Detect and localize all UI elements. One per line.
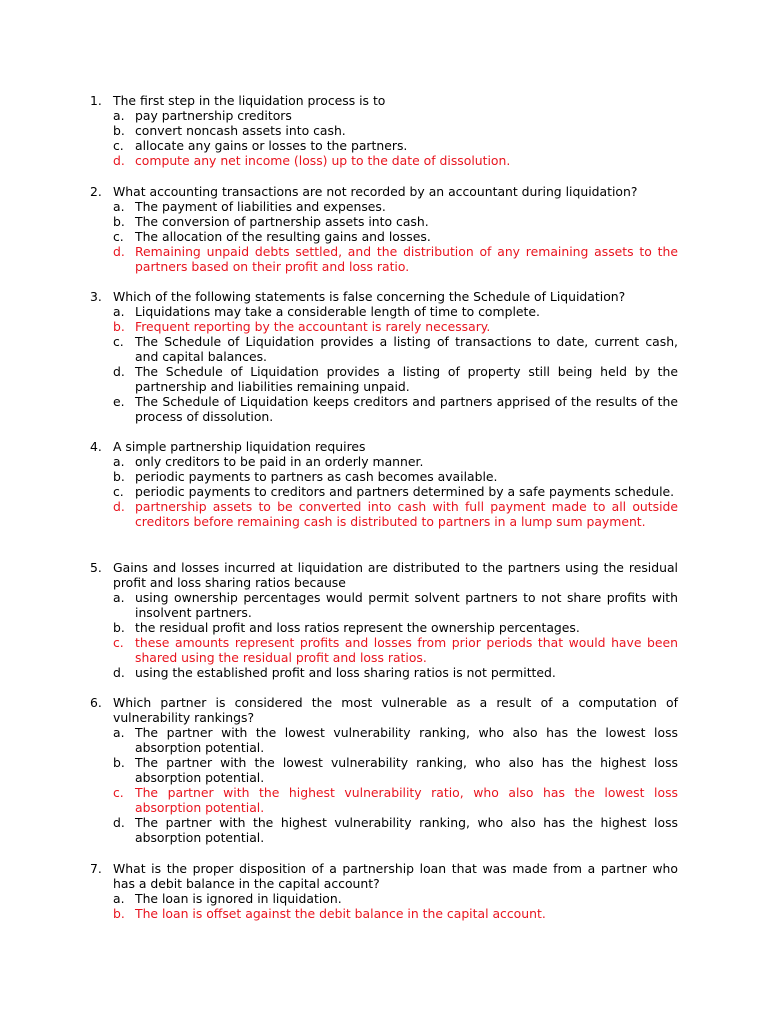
option-text: using ownership percentages would permit solvent partners to not share profits with insolvent partners.	[135, 590, 678, 620]
option-text: The partner with the highest vulnerability ranking, who also has the highest loss absorption potential.	[135, 815, 678, 845]
answer-option	[90, 590, 678, 620]
option-letter: c.	[113, 635, 124, 650]
option-text: periodic payments to creditors and partners determined by a safe payments schedule.	[135, 484, 675, 499]
option-text: The partner with the highest vulnerability ratio, who also has the lowest loss absorption potential.	[135, 785, 678, 815]
question-text: Which of the following statements is false concerning the Schedule of Liquidation?	[113, 289, 626, 304]
option-text: Frequent reporting by the accountant is rarely necessary.	[135, 319, 491, 334]
option-letter: a.	[113, 304, 125, 319]
option-text: pay partnership creditors	[135, 108, 292, 123]
answer-option	[90, 755, 678, 785]
answer-option-correct	[90, 635, 678, 665]
option-letter: a.	[113, 725, 125, 740]
option-letter: d.	[113, 815, 125, 830]
answer-option	[90, 214, 678, 229]
option-letter: b.	[113, 214, 125, 229]
answer-option-correct	[90, 319, 678, 334]
answer-option	[90, 484, 678, 499]
option-letter: d.	[113, 499, 125, 514]
answer-option	[90, 620, 678, 635]
option-text: Remaining unpaid debts settled, and the distribution of any remaining assets to the partners based on their profit and loss ratio.	[135, 244, 678, 274]
option-letter: b.	[113, 620, 125, 635]
question-number: 6.	[90, 695, 102, 710]
question-text: What is the proper disposition of a partnership loan that was made from a partner who has a debit balance in the capital account?	[113, 861, 678, 891]
question-6	[90, 695, 678, 845]
question-5	[90, 560, 678, 680]
option-text: partnership assets to be converted into cash with full payment made to all outside creditors before remaining cash is distributed to partners in a lump sum payment.	[135, 499, 678, 529]
question-7	[90, 861, 678, 921]
answer-option	[90, 123, 678, 138]
answer-option	[90, 394, 678, 424]
answer-option	[90, 454, 678, 469]
option-text: The payment of liabilities and expenses.	[135, 199, 386, 214]
answer-option-correct	[90, 906, 678, 921]
option-letter: b.	[113, 469, 125, 484]
option-text: The partner with the lowest vulnerability ranking, who also has the lowest loss absorption potential.	[135, 725, 678, 755]
option-text: using the established profit and loss sharing ratios is not permitted.	[135, 665, 556, 680]
question-number: 3.	[90, 289, 102, 304]
option-text: The Schedule of Liquidation provides a listing of property still being held by the partnership and liabilities remaining unpaid.	[135, 364, 678, 394]
answer-option	[90, 304, 678, 319]
option-letter: b.	[113, 319, 125, 334]
answer-option	[90, 199, 678, 214]
answer-option	[90, 469, 678, 484]
option-letter: a.	[113, 454, 125, 469]
option-text: compute any net income (loss) up to the date of dissolution.	[135, 153, 511, 168]
option-letter: a.	[113, 590, 125, 605]
answer-option	[90, 108, 678, 123]
option-letter: c.	[113, 484, 124, 499]
option-letter: a.	[113, 891, 125, 906]
question-text: Which partner is considered the most vulnerable as a result of a computation of vulnerability rankings?	[113, 695, 678, 725]
option-text: convert noncash assets into cash.	[135, 123, 346, 138]
question-1	[90, 93, 678, 168]
answer-option-correct	[90, 499, 678, 529]
question-4	[90, 439, 678, 529]
option-letter: c.	[113, 785, 124, 800]
option-text: The conversion of partnership assets into cash.	[135, 214, 429, 229]
option-letter: b.	[113, 906, 125, 921]
answer-option	[90, 891, 678, 906]
question-number: 2.	[90, 184, 102, 199]
question-number: 5.	[90, 560, 102, 575]
option-text: The Schedule of Liquidation keeps creditors and partners apprised of the results of the process of dissolution.	[135, 394, 678, 424]
answer-option	[90, 725, 678, 755]
option-letter: a.	[113, 199, 125, 214]
answer-option	[90, 815, 678, 845]
answer-option-correct	[90, 153, 678, 168]
option-text: allocate any gains or losses to the partners.	[135, 138, 408, 153]
question-2	[90, 184, 678, 274]
answer-option	[90, 229, 678, 244]
option-text: The allocation of the resulting gains and losses.	[135, 229, 431, 244]
question-text: A simple partnership liquidation requires	[113, 439, 366, 454]
question-number: 7.	[90, 861, 102, 876]
option-letter: b.	[113, 123, 125, 138]
question-text: The first step in the liquidation process is to	[113, 93, 386, 108]
option-letter: b.	[113, 755, 125, 770]
option-text: The Schedule of Liquidation provides a listing of transactions to date, current cash, and capital balances.	[135, 334, 678, 364]
answer-option	[90, 665, 678, 680]
option-text: the residual profit and loss ratios represent the ownership percentages.	[135, 620, 580, 635]
option-letter: d.	[113, 364, 125, 379]
option-letter: c.	[113, 334, 124, 349]
option-text: these amounts represent profits and losses from prior periods that would have been shared using the residual profit and loss ratios.	[135, 635, 678, 665]
option-letter: d.	[113, 153, 125, 168]
option-text: The loan is ignored in liquidation.	[135, 891, 342, 906]
option-text: The loan is offset against the debit balance in the capital account.	[135, 906, 546, 921]
question-text: What accounting transactions are not recorded by an accountant during liquidation?	[113, 184, 638, 199]
option-letter: d.	[113, 244, 125, 259]
option-letter: e.	[113, 394, 125, 409]
answer-option-correct	[90, 785, 678, 815]
option-text: only creditors to be paid in an orderly manner.	[135, 454, 424, 469]
option-text: The partner with the lowest vulnerability ranking, who also has the highest loss absorption potential.	[135, 755, 678, 785]
question-number: 1.	[90, 93, 102, 108]
option-text: periodic payments to partners as cash becomes available.	[135, 469, 498, 484]
answer-option	[90, 364, 678, 394]
question-text: Gains and losses incurred at liquidation are distributed to the partners using the residual profit and loss sharing ratios because	[113, 560, 678, 590]
answer-option-correct	[90, 244, 678, 274]
option-letter: a.	[113, 108, 125, 123]
option-letter: c.	[113, 138, 124, 153]
question-3	[90, 289, 678, 424]
answer-option	[90, 334, 678, 364]
answer-option	[90, 138, 678, 153]
option-text: Liquidations may take a considerable length of time to complete.	[135, 304, 540, 319]
option-letter: d.	[113, 665, 125, 680]
question-number: 4.	[90, 439, 102, 454]
option-letter: c.	[113, 229, 124, 244]
